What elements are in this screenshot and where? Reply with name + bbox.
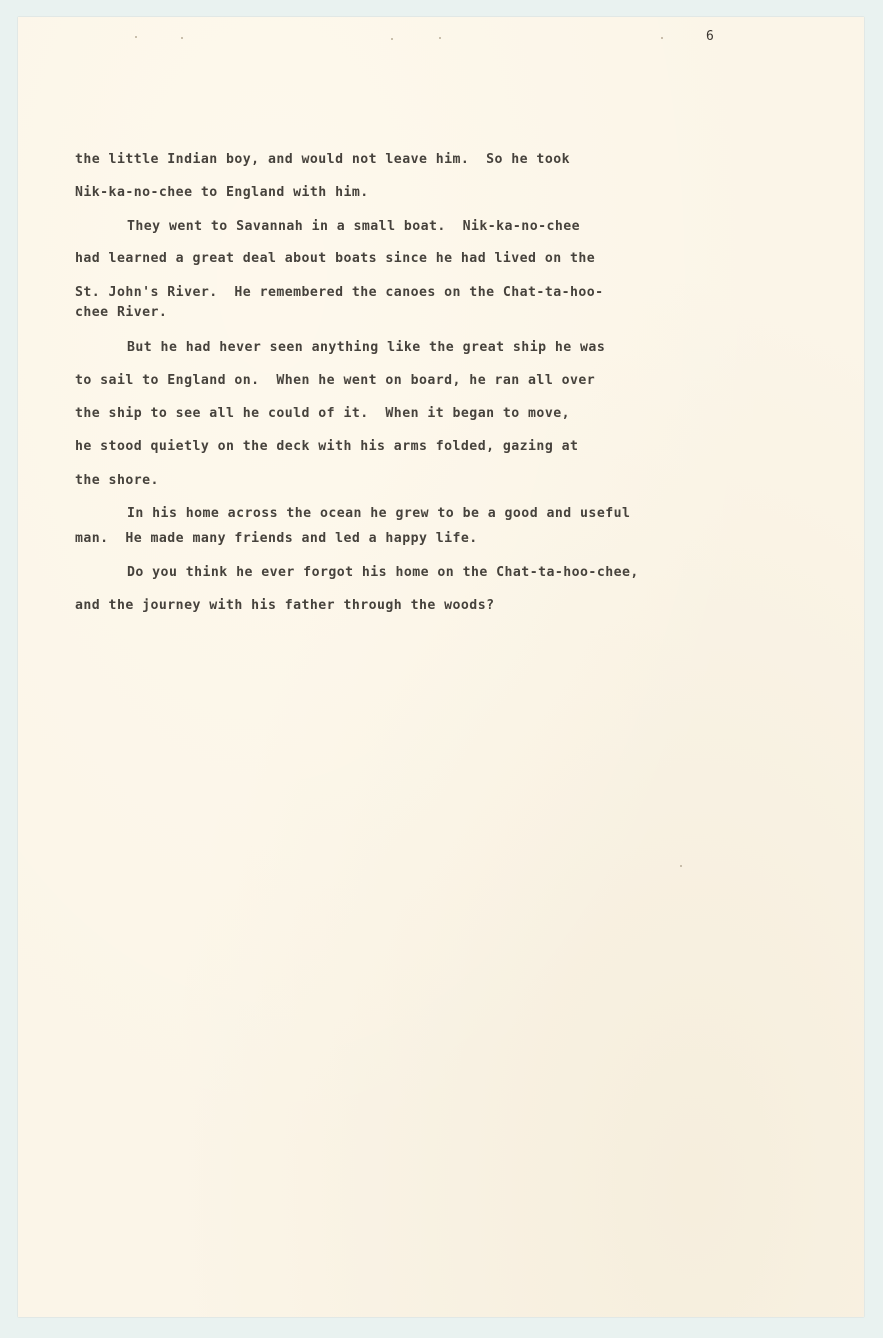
text-line: to sail to England on. When he went on board, he ran all over [75,373,596,388]
text-line: In his home across the ocean he grew to be a good and useful [127,506,631,521]
text-line: Nik-ka-no-chee to England with him. [75,185,369,200]
text-line: the ship to see all he could of it. When it began to move, [75,406,570,421]
text-line: and the journey with his father through the woods? [75,598,495,613]
paper-speck [135,36,137,38]
text-line: the shore. [75,473,159,488]
text-line: They went to Savannah in a small boat. Nik-ka-no-chee [127,219,581,234]
text-line: he stood quietly on the deck with his arms folded, gazing at [75,439,579,454]
typed-text-block [75,152,795,613]
paper-speck [661,37,663,39]
text-line: St. John's River. He remembered the canoes on the Chat-ta-hoo- [75,285,604,300]
paper-speck [391,38,393,40]
text-line: But he had hever seen anything like the great ship he was [127,340,606,355]
text-line: Do you think he ever forgot his home on the Chat-ta-hoo-chee, [127,565,639,580]
text-line: had learned a great deal about boats since he had lived on the [75,251,596,266]
document-page [18,17,864,1317]
text-line: the little Indian boy, and would not leave him. So he took [75,152,570,167]
page-number: 6 [706,29,714,44]
paper-speck [439,37,441,39]
text-line: chee River. [75,305,168,320]
paper-speck [680,865,682,867]
paper-speck [181,37,183,39]
text-line: man. He made many friends and led a happy life. [75,531,478,546]
